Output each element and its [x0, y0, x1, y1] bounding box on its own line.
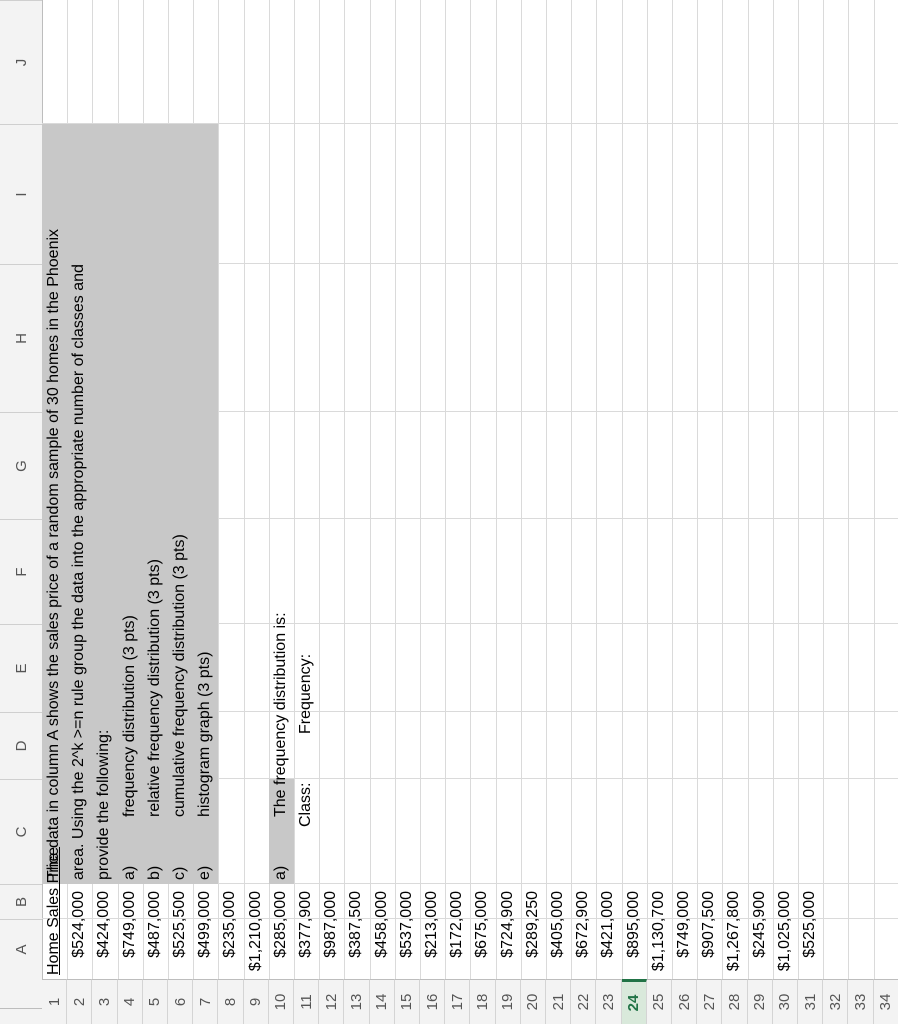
gridline-row — [244, 0, 245, 979]
row-header-4[interactable]: 4 — [118, 979, 143, 1024]
row-header-5[interactable]: 5 — [143, 979, 168, 1024]
column-header-d[interactable]: D — [0, 712, 42, 779]
gridline-row — [874, 0, 875, 979]
home-sales-price-cell[interactable]: $235,000 — [221, 891, 239, 958]
home-sales-price-cell[interactable]: $749,000 — [675, 891, 692, 958]
gridline-row — [596, 0, 597, 979]
gridline-row — [470, 0, 471, 979]
row-header-14[interactable]: 14 — [370, 979, 395, 1024]
row-header-15[interactable]: 15 — [395, 979, 420, 1024]
row-header-16[interactable]: 16 — [420, 979, 445, 1024]
home-sales-price-cell[interactable]: $724,900 — [498, 891, 516, 958]
select-all-corner[interactable] — [0, 1008, 42, 1024]
home-sales-price-cell[interactable]: $907,500 — [700, 891, 718, 958]
instruction-item-text: frequency distribution (3 pts) — [120, 615, 138, 817]
home-sales-price-cell[interactable]: $245,900 — [750, 891, 768, 958]
home-sales-price-cell[interactable]: $213,000 — [423, 891, 440, 958]
home-sales-price-cell[interactable]: $524,000 — [70, 891, 88, 958]
row-header-3[interactable]: 3 — [92, 979, 117, 1024]
row-header-31[interactable]: 31 — [798, 979, 823, 1024]
gridline-row — [571, 0, 572, 979]
column-header-b[interactable]: B — [0, 884, 42, 919]
home-sales-price-cell[interactable]: $424,000 — [95, 891, 113, 958]
home-sales-price-cell[interactable]: $387,500 — [347, 891, 365, 958]
home-sales-price-cell[interactable]: $525,500 — [171, 891, 188, 958]
row-header-34[interactable]: 34 — [874, 979, 898, 1024]
gridline-row — [395, 0, 396, 979]
home-sales-price-cell[interactable]: $987,000 — [322, 891, 340, 958]
gridline-row — [294, 0, 295, 979]
row-header-10[interactable]: 10 — [269, 979, 294, 1024]
column-header-c[interactable]: C — [0, 779, 42, 884]
gridline-row — [370, 0, 371, 979]
home-sales-price-header[interactable]: Home Sales Price — [45, 846, 62, 975]
home-sales-price-cell[interactable]: $1,025,000 — [775, 891, 793, 972]
gridline-row — [848, 0, 849, 979]
instruction-item-text: relative frequency distribution (3 pts) — [145, 559, 163, 817]
instruction-item-letter: c) — [171, 866, 188, 880]
row-header-22[interactable]: 22 — [571, 979, 596, 1024]
row-header-24[interactable]: 24 — [622, 979, 647, 1024]
home-sales-price-cell[interactable]: $458,000 — [372, 891, 390, 958]
row-header-27[interactable]: 27 — [697, 979, 722, 1024]
row-header-12[interactable]: 12 — [319, 979, 344, 1024]
gridline-row — [823, 0, 824, 979]
instruction-item-text: histogram graph (3 pts) — [196, 651, 214, 817]
row-header-7[interactable]: 7 — [193, 979, 218, 1024]
column-header-i[interactable]: I — [0, 124, 42, 264]
row-header-25[interactable]: 25 — [647, 979, 672, 1024]
instruction-item-letter: b) — [145, 865, 163, 880]
row-header-32[interactable]: 32 — [823, 979, 848, 1024]
instructions-line-1: The data in column A shows the sales price of a random sample of 30 homes in the Phoenix — [45, 228, 62, 880]
home-sales-price-cell[interactable]: $895,000 — [624, 891, 642, 958]
home-sales-price-cell[interactable]: $172,000 — [448, 891, 466, 958]
home-sales-price-cell[interactable]: $1,267,800 — [725, 891, 743, 972]
home-sales-price-cell[interactable]: $285,000 — [271, 891, 289, 958]
instruction-item-text: cumulative frequency distribution (3 pts) — [171, 534, 188, 817]
row-header-33[interactable]: 33 — [848, 979, 873, 1024]
home-sales-price-cell[interactable]: $749,000 — [120, 891, 138, 958]
row-header-29[interactable]: 29 — [748, 979, 773, 1024]
gridline-row — [697, 0, 698, 979]
row-header-6[interactable]: 6 — [168, 979, 193, 1024]
row-header-17[interactable]: 17 — [445, 979, 470, 1024]
row-header-20[interactable]: 20 — [521, 979, 546, 1024]
home-sales-price-cell[interactable]: $672,900 — [574, 891, 592, 958]
home-sales-price-cell[interactable]: $487,000 — [145, 891, 163, 958]
gridline-row — [218, 0, 219, 979]
gridline-row — [798, 0, 799, 979]
gridline-row — [672, 0, 673, 979]
home-sales-price-cell[interactable]: $537,000 — [397, 891, 415, 958]
home-sales-price-cell[interactable]: $525,000 — [801, 891, 818, 958]
column-header-f[interactable]: F — [0, 519, 42, 624]
gridline-row — [420, 0, 421, 979]
row-header-13[interactable]: 13 — [344, 979, 369, 1024]
home-sales-price-cell[interactable]: $377,900 — [297, 891, 314, 958]
gridline-row — [319, 0, 320, 979]
home-sales-price-cell[interactable]: $675,000 — [473, 891, 491, 958]
column-header-g[interactable]: G — [0, 412, 42, 519]
row-header-23[interactable]: 23 — [596, 979, 621, 1024]
row-header-1[interactable]: 1 — [42, 979, 67, 1024]
gridline-row — [521, 0, 522, 979]
column-header-j[interactable]: J — [0, 0, 42, 124]
row-header-2[interactable]: 2 — [67, 979, 92, 1024]
home-sales-price-cell[interactable]: $1,210,000 — [246, 891, 264, 972]
row-header-11[interactable]: 11 — [294, 979, 319, 1024]
row-header-28[interactable]: 28 — [722, 979, 747, 1024]
instructions-line-3: provide the following: — [95, 729, 113, 880]
row-header-8[interactable]: 8 — [218, 979, 243, 1024]
column-header-a[interactable]: A — [0, 919, 42, 979]
row-header-19[interactable]: 19 — [496, 979, 521, 1024]
answer-title[interactable]: The frequency distribution is: — [271, 612, 289, 817]
home-sales-price-cell[interactable]: $289,250 — [523, 891, 541, 958]
gridline-row — [344, 0, 345, 979]
row-header-21[interactable]: 21 — [546, 979, 571, 1024]
row-header-18[interactable]: 18 — [470, 979, 495, 1024]
instruction-item-letter: a) — [120, 865, 138, 880]
gridline-row — [496, 0, 497, 979]
column-header-e[interactable]: E — [0, 624, 42, 712]
class-label[interactable]: Class: — [297, 782, 314, 827]
gridline-row — [622, 0, 623, 979]
gridline-row — [722, 0, 723, 979]
gridline-row — [748, 0, 749, 979]
home-sales-price-cell[interactable]: $421,000 — [599, 891, 617, 958]
frequency-label[interactable]: Frequency: — [297, 653, 314, 734]
gridline-row — [445, 0, 446, 979]
row-header-9[interactable]: 9 — [244, 979, 269, 1024]
row-header-26[interactable]: 26 — [672, 979, 697, 1024]
gridline-row — [773, 0, 774, 979]
gridline-row — [546, 0, 547, 979]
instruction-item-letter: e) — [196, 865, 214, 880]
answer-letter[interactable]: a) — [271, 865, 289, 880]
home-sales-price-cell[interactable]: $405,000 — [549, 891, 566, 958]
gridline-row — [647, 0, 648, 979]
home-sales-price-cell[interactable]: $499,000 — [196, 891, 214, 958]
row-header-30[interactable]: 30 — [773, 979, 798, 1024]
instructions-line-2: area. Using the 2^k >=n rule group the data into the appropriate number of classes and — [70, 264, 88, 880]
home-sales-price-cell[interactable]: $1,130,700 — [649, 891, 667, 972]
column-header-h[interactable]: H — [0, 264, 42, 412]
